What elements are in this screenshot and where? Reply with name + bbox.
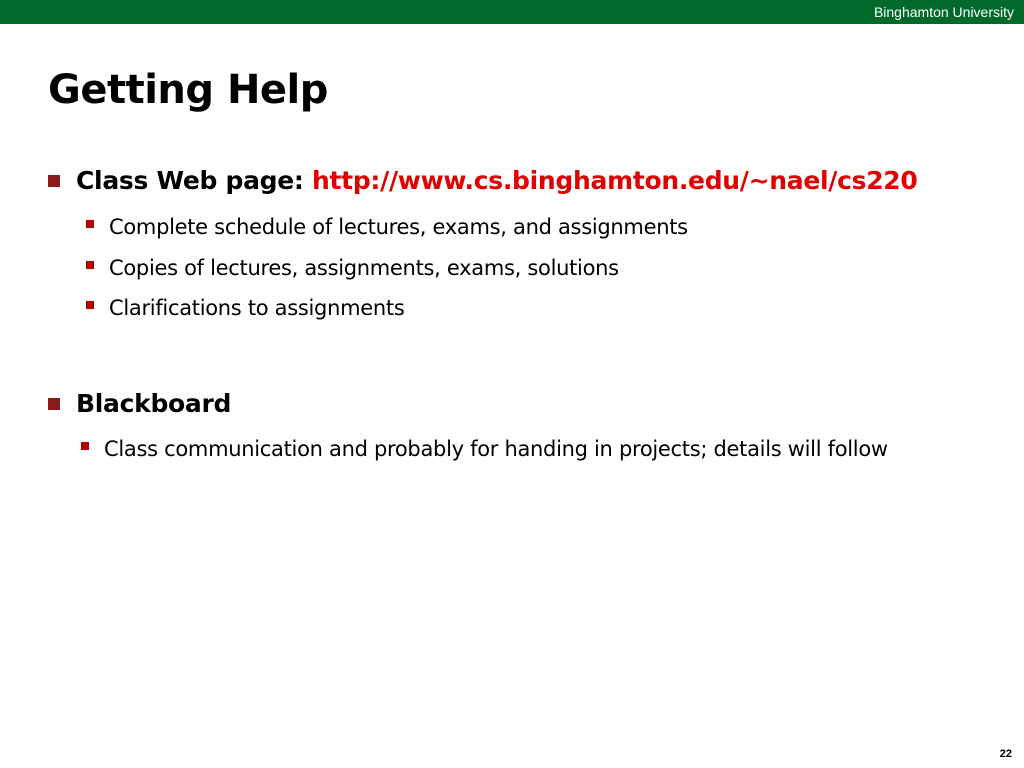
bullet-blackboard <box>48 388 231 420</box>
sub-bullet-text: Copies of lectures, assignments, exams, solutions <box>109 256 619 280</box>
section-label-blackboard: Blackboard <box>76 389 232 418</box>
slide-title: Getting Help <box>48 67 328 113</box>
university-name: Binghamton University <box>873 4 1014 20</box>
sub-bullet-class-communication <box>81 432 941 466</box>
section-label-class-web-page: Class Web page: <box>76 166 313 195</box>
header-bar <box>0 0 1024 24</box>
sub-bullet-text: Complete schedule of lectures, exams, and assignments <box>109 215 688 239</box>
square-bullet-icon <box>48 398 60 410</box>
sub-bullet-text: Clarifications to assignments <box>109 296 405 320</box>
sub-bullet-text: Class communication and probably for handing in projects; details will follow <box>104 437 888 461</box>
square-bullet-icon <box>86 301 94 309</box>
sub-bullet-schedule <box>86 210 688 244</box>
square-bullet-icon <box>86 261 94 269</box>
square-bullet-icon <box>48 175 60 187</box>
class-web-page-link[interactable]: http://www.cs.binghamton.edu/~nael/cs220 <box>312 166 918 195</box>
bullet-class-web-page <box>48 165 917 197</box>
square-bullet-icon <box>81 442 89 450</box>
sub-bullet-copies <box>86 251 619 285</box>
square-bullet-icon <box>86 220 94 228</box>
sub-bullet-clarifications <box>86 291 404 325</box>
page-number: 22 <box>999 748 1012 760</box>
